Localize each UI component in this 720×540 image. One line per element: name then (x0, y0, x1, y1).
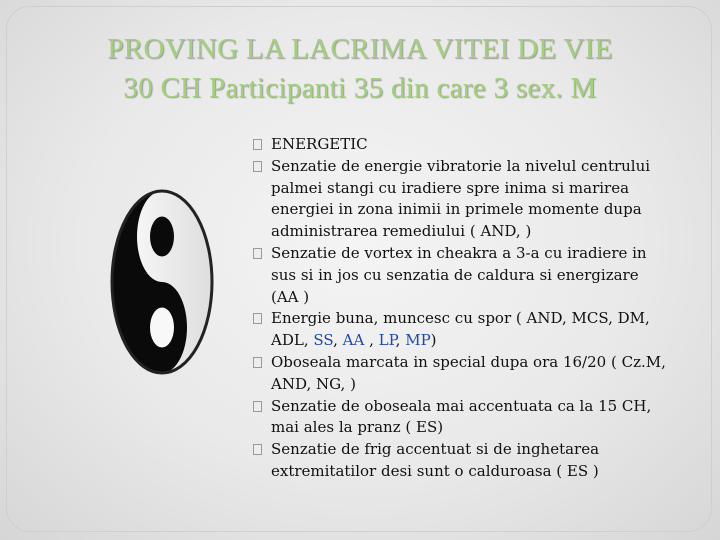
bullet-text: Energie buna, muncesc cu spor ( AND, MCS, DM, ADL, (271, 309, 650, 350)
bullet-text: Senzatie de frig accentuat si de inghetarea extremitatilor desi sunt o calduroasa ( ES ) (271, 440, 600, 480)
yin-yang-icon (108, 187, 216, 377)
bullet-marker-icon (253, 161, 262, 172)
code-ss: SS (313, 331, 334, 350)
code-lp: LP (378, 331, 396, 350)
code-mp: MP (405, 331, 431, 350)
bullet-text: Oboseala marcata in special dupa ora 16/20 ( Cz.M, AND, NG, ) (271, 352, 666, 393)
title-line-1: PROVING LA LACRIMA VITEI DE VIE (107, 33, 613, 65)
bullet-marker-icon (253, 401, 262, 412)
bullet-fatigue (250, 352, 670, 396)
slide-title (0, 30, 720, 108)
bullet-text: ENERGETIC (271, 135, 368, 153)
bullet-list (250, 134, 670, 483)
separator: , (364, 331, 379, 350)
bullet-marker-icon (253, 313, 262, 324)
bullet-fatigue-accentuated (250, 396, 670, 440)
bullet-vibration (250, 156, 670, 243)
bullet-marker-icon (253, 139, 262, 150)
bullet-marker-icon (253, 357, 262, 368)
title-line-2: 30 CH Participanti 35 din care 3 sex. M (123, 72, 597, 104)
bullet-energy (250, 308, 670, 352)
bullet-cold (250, 439, 670, 483)
bullet-text-end: ) (430, 331, 437, 350)
bullet-marker-icon (253, 444, 262, 455)
code-aa: AA (342, 331, 365, 350)
bullet-text: Senzatie de energie vibratorie la nivelul centrului palmei stangi cu iradiere spre inima si marirea energiei in zona inimii in primele momente dupa administrarea remediului ( AND, ) (271, 156, 651, 241)
bullet-text: Senzatie de vortex in cheakra a 3-a cu iradiere in sus si in jos cu senzatia de caldura si energizare (AA ) (271, 243, 647, 306)
bullet-vortex (250, 243, 670, 308)
separator: , (395, 331, 406, 350)
separator: , (333, 331, 343, 350)
bullet-energetic (250, 134, 670, 156)
bullet-text: Senzatie de oboseala mai accentuata ca la 15 CH, mai ales la pranz ( ES) (271, 396, 652, 437)
bullet-marker-icon (253, 248, 262, 259)
